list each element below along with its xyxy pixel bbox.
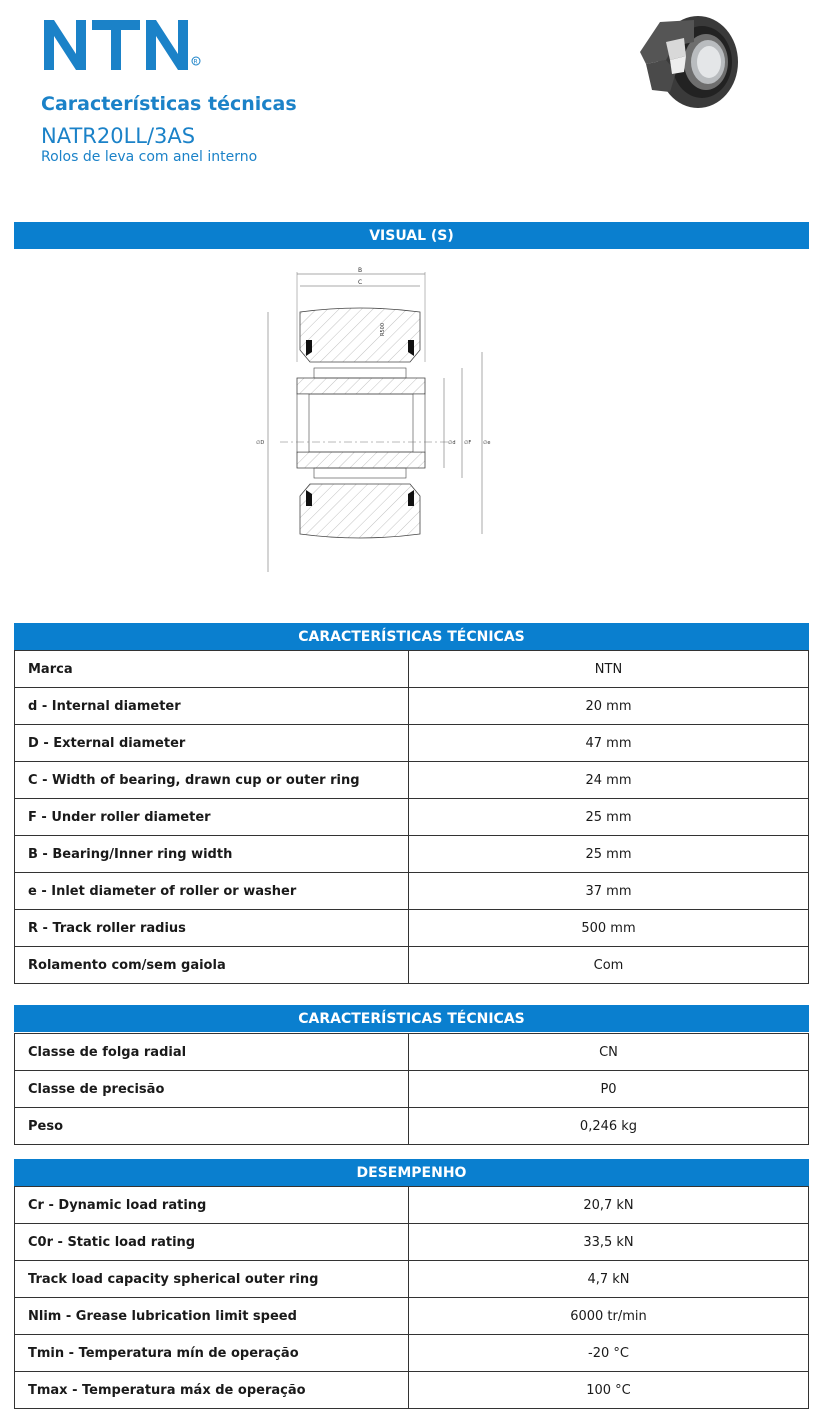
table-row — [15, 873, 809, 910]
product-subtitle: Rolos de leva com anel interno — [41, 149, 258, 165]
ntn-logo — [44, 18, 204, 72]
row-label: R - Track roller radius — [15, 910, 409, 947]
table-row — [15, 688, 809, 725]
row-value: 500 mm — [409, 910, 809, 947]
row-value: 25 mm — [409, 836, 809, 873]
row-label: F - Under roller diameter — [15, 799, 409, 836]
row-label: Track load capacity spherical outer ring — [15, 1261, 409, 1298]
tech2-heading: CARACTERÍSTICAS TÉCNICAS — [14, 1005, 809, 1032]
row-value: CN — [409, 1034, 809, 1071]
table-row — [15, 1261, 809, 1298]
dim-label-r: R500 — [380, 322, 386, 336]
technical-drawing — [250, 262, 510, 582]
row-value: 0,246 kg — [409, 1108, 809, 1145]
row-label: Tmin - Temperatura mín de operação — [15, 1335, 409, 1372]
row-value: P0 — [409, 1071, 809, 1108]
table-row — [15, 725, 809, 762]
visual-heading: VISUAL (S) — [14, 222, 809, 249]
dim-label-b: B — [358, 267, 363, 274]
table-row — [15, 799, 809, 836]
table-row — [15, 1372, 809, 1409]
row-label: Rolamento com/sem gaiola — [15, 947, 409, 984]
dim-label-e: ∅e — [483, 440, 491, 446]
row-label: Classe de folga radial — [15, 1034, 409, 1071]
row-label: e - Inlet diameter of roller or washer — [15, 873, 409, 910]
row-value: 20,7 kN — [409, 1187, 809, 1224]
row-label: C0r - Static load rating — [15, 1224, 409, 1261]
row-label: Nlim - Grease lubrication limit speed — [15, 1298, 409, 1335]
row-value: 47 mm — [409, 725, 809, 762]
table-row — [15, 1224, 809, 1261]
row-value: Com — [409, 947, 809, 984]
tech2-table — [14, 1033, 809, 1145]
row-value: NTN — [409, 651, 809, 688]
row-label: Peso — [15, 1108, 409, 1145]
row-label: D - External diameter — [15, 725, 409, 762]
row-value: 4,7 kN — [409, 1261, 809, 1298]
table-row — [15, 836, 809, 873]
row-value: 100 °C — [409, 1372, 809, 1409]
table-row — [15, 1108, 809, 1145]
row-value: 33,5 kN — [409, 1224, 809, 1261]
svg-text:R: R — [193, 58, 198, 66]
table-row — [15, 1034, 809, 1071]
tech1-heading: CARACTERÍSTICAS TÉCNICAS — [14, 623, 809, 650]
table-row — [15, 910, 809, 947]
table-row — [15, 1335, 809, 1372]
performance-heading: DESEMPENHO — [14, 1159, 809, 1186]
tech1-table — [14, 650, 809, 984]
row-value: -20 °C — [409, 1335, 809, 1372]
row-value: 6000 tr/min — [409, 1298, 809, 1335]
dim-label-f: ∅F — [464, 440, 472, 446]
row-label: Marca — [15, 651, 409, 688]
row-label: Tmax - Temperatura máx de operação — [15, 1372, 409, 1409]
table-row — [15, 947, 809, 984]
row-label: B - Bearing/Inner ring width — [15, 836, 409, 873]
performance-table — [14, 1186, 809, 1409]
row-label: d - Internal diameter — [15, 688, 409, 725]
table-row — [15, 762, 809, 799]
table-row — [15, 651, 809, 688]
product-photo — [636, 12, 740, 112]
model-number: NATR20LL/3AS — [41, 124, 196, 148]
table-row — [15, 1187, 809, 1224]
page-title: Características técnicas — [41, 93, 297, 115]
row-value: 25 mm — [409, 799, 809, 836]
dim-label-d-outer: ∅D — [256, 440, 265, 446]
row-label: Cr - Dynamic load rating — [15, 1187, 409, 1224]
row-value: 24 mm — [409, 762, 809, 799]
table-row — [15, 1298, 809, 1335]
row-value: 37 mm — [409, 873, 809, 910]
row-label: Classe de precisão — [15, 1071, 409, 1108]
row-value: 20 mm — [409, 688, 809, 725]
dim-label-c: C — [358, 279, 363, 286]
row-label: C - Width of bearing, drawn cup or outer ring — [15, 762, 409, 799]
table-row — [15, 1071, 809, 1108]
dim-label-d-inner: ∅d — [448, 440, 456, 446]
